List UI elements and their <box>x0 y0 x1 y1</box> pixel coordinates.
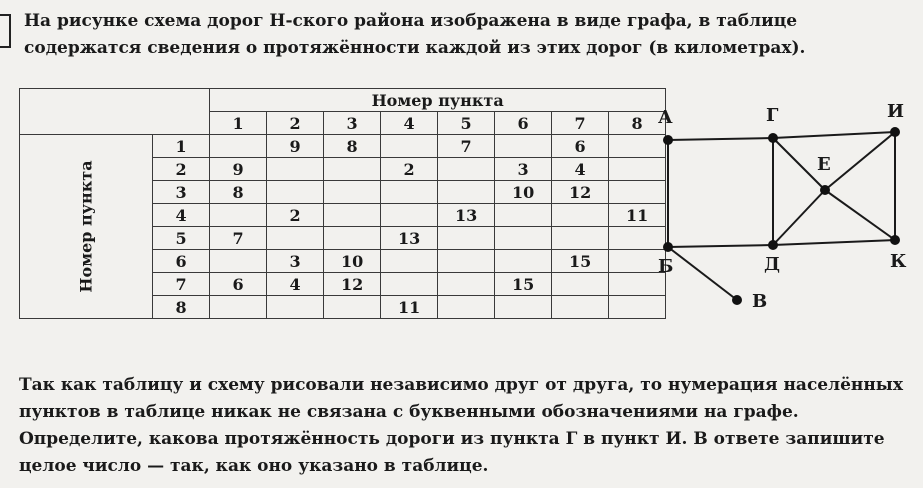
table-cell: 3 <box>267 250 324 273</box>
graph-edge-A-G <box>668 138 773 140</box>
table-cell <box>381 250 438 273</box>
graph-edges <box>668 132 895 300</box>
table-cell: 10 <box>495 181 552 204</box>
table-cell: 11 <box>609 204 666 227</box>
table-cell: 12 <box>324 273 381 296</box>
table-cell <box>210 250 267 273</box>
table-cell <box>495 227 552 250</box>
column-number: 8 <box>609 112 666 135</box>
table-cell <box>324 158 381 181</box>
graph-vertex-G <box>768 133 778 143</box>
column-number: 3 <box>324 112 381 135</box>
table-cell: 11 <box>381 296 438 319</box>
table-cell: 13 <box>438 204 495 227</box>
row-header-title-text: Номер пункта <box>76 160 96 293</box>
table-cell <box>495 250 552 273</box>
table-cell <box>324 181 381 204</box>
table-cell: 6 <box>210 273 267 296</box>
table-cell <box>552 273 609 296</box>
table-cell: 12 <box>552 181 609 204</box>
table-cell <box>381 273 438 296</box>
graph-vertex-label: Д <box>764 254 781 275</box>
graph-edge-G-I <box>773 132 895 138</box>
table-cell: 9 <box>267 135 324 158</box>
graph-vertex-B <box>663 242 673 252</box>
table-cell: 7 <box>438 135 495 158</box>
graph-vertex-K <box>890 235 900 245</box>
table-cell <box>210 204 267 227</box>
table-cell <box>210 135 267 158</box>
table-cell <box>267 227 324 250</box>
table-cell <box>267 296 324 319</box>
table-cell <box>324 227 381 250</box>
distance-table <box>19 88 666 319</box>
graph-edge-B-D <box>668 245 773 247</box>
graph-edge-E-D <box>773 190 825 245</box>
column-number: 1 <box>210 112 267 135</box>
table-cell: 4 <box>267 273 324 296</box>
row-number: 4 <box>153 204 210 227</box>
question-text: Так как таблицу и схему рисовали независимо друг от друга, то нумерация населённых пунктов в таблице никак не связана с буквенными обозначениями на графе. Определите, какова протяжённость дороги из пункта Г в пункт И. В ответе запишите целое число — так, как оно указано в таблице. <box>19 375 903 476</box>
table-cell <box>552 296 609 319</box>
table-corner <box>20 89 210 135</box>
table-cell <box>324 296 381 319</box>
table-cell: 15 <box>495 273 552 296</box>
table-cell <box>495 296 552 319</box>
graph-edge-B-V <box>668 247 737 300</box>
table-cell: 6 <box>552 135 609 158</box>
graph-vertex-label: Б <box>658 256 674 277</box>
table-cell <box>438 181 495 204</box>
table-cell <box>381 181 438 204</box>
column-number: 7 <box>552 112 609 135</box>
graph-edge-I-E <box>825 132 895 190</box>
graph-vertex-label: Е <box>817 154 831 175</box>
graph-vertex-label: И <box>887 101 905 122</box>
table-cell <box>381 135 438 158</box>
table-cell: 3 <box>495 158 552 181</box>
table-cell: 9 <box>210 158 267 181</box>
graph-edge-D-K <box>773 240 895 245</box>
graph-vertex-A <box>663 135 673 145</box>
table-cell: 2 <box>267 204 324 227</box>
table-cell <box>552 227 609 250</box>
column-number: 4 <box>381 112 438 135</box>
table-cell: 7 <box>210 227 267 250</box>
table-cell <box>438 158 495 181</box>
row-header-title <box>20 135 153 319</box>
column-header-title: Номер пункта <box>210 89 666 112</box>
graph-vertex-label: Г <box>766 105 779 126</box>
table-cell: 8 <box>210 181 267 204</box>
table-cell <box>438 296 495 319</box>
graph-vertex-label: К <box>890 251 907 272</box>
table-row <box>20 135 666 158</box>
graph-vertex-V <box>732 295 742 305</box>
road-graph <box>640 95 920 325</box>
table-cell <box>324 204 381 227</box>
row-number: 1 <box>153 135 210 158</box>
table-cell: 4 <box>552 158 609 181</box>
graph-vertex-label: А <box>658 107 673 128</box>
table-cell <box>267 181 324 204</box>
task-marker <box>0 14 11 48</box>
row-number: 5 <box>153 227 210 250</box>
table-cell <box>552 204 609 227</box>
table-header-row <box>20 89 666 112</box>
table-cell <box>381 204 438 227</box>
row-number: 6 <box>153 250 210 273</box>
table-cell: 13 <box>381 227 438 250</box>
column-number: 5 <box>438 112 495 135</box>
table-cell: 2 <box>381 158 438 181</box>
table-cell <box>210 296 267 319</box>
table-cell <box>438 250 495 273</box>
graph-vertex-I <box>890 127 900 137</box>
row-number: 7 <box>153 273 210 296</box>
intro-text: На рисунке схема дорог Н-ского района изображена в виде графа, в таблице содержатся сведения о протяжённости каждой из этих дорог (в километрах). <box>24 11 806 58</box>
table-cell: 10 <box>324 250 381 273</box>
row-number: 2 <box>153 158 210 181</box>
table-cell <box>438 227 495 250</box>
column-number: 2 <box>267 112 324 135</box>
graph-vertex-E <box>820 185 830 195</box>
graph-vertex-D <box>768 240 778 250</box>
table-cell <box>495 135 552 158</box>
graph-vertex-label: В <box>752 291 768 312</box>
table-cell: 8 <box>324 135 381 158</box>
table-cell <box>495 204 552 227</box>
table-cell <box>267 158 324 181</box>
column-number: 6 <box>495 112 552 135</box>
row-number: 8 <box>153 296 210 319</box>
table-cell: 15 <box>552 250 609 273</box>
row-number: 3 <box>153 181 210 204</box>
graph-edge-E-K <box>825 190 895 240</box>
table-cell <box>438 273 495 296</box>
